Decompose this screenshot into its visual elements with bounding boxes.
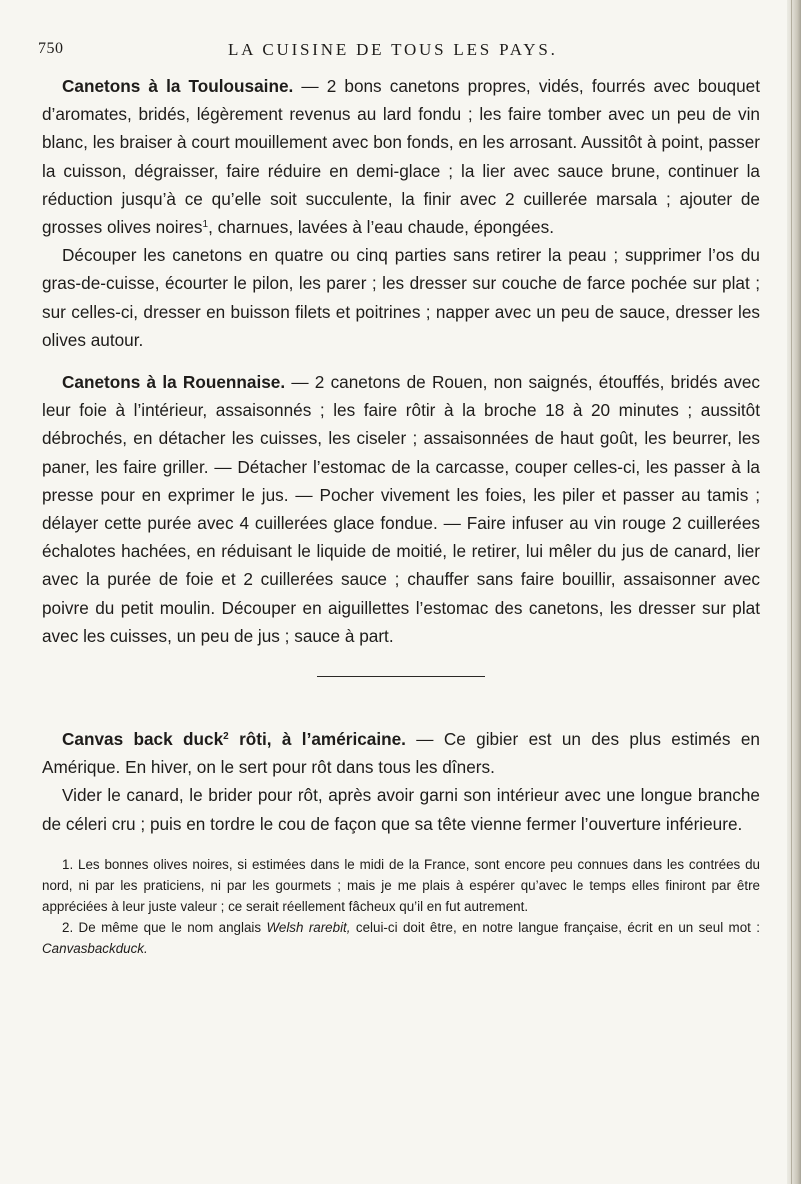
footnote-ref-2: 2 xyxy=(223,731,229,743)
footnote-ref-1: 1 xyxy=(202,219,209,231)
recipe-toulousaine-paragraph-2 xyxy=(42,241,760,354)
running-head-title: LA CUISINE DE TOUS LES PAYS. xyxy=(228,40,558,59)
section-separator-rule xyxy=(317,676,485,677)
page-body xyxy=(42,72,760,959)
recipe-toulousaine-paragraph-1 xyxy=(42,72,760,241)
recipe-spacer xyxy=(42,354,760,368)
footnote-2-number: 2. xyxy=(62,919,74,935)
recipe-canvasback-text-2: Vider le canard, le brider pour rôt, après avoir garni son intérieur avec une longue branche de céleri cru ; puis en tordre le cou de façon que sa tête vienne fermer l’ouverture inférieure. xyxy=(42,785,760,834)
footnote-2-text-middle: celui-ci doit être, en notre langue française, écrit en un seul mot : xyxy=(350,919,760,935)
recipe-canvasback-text-1: — Ce gibier est un des plus estimés en Amérique. En hiver, on le sert pour rôt dans tous les dîners. xyxy=(42,729,760,778)
running-head xyxy=(0,40,801,64)
recipe-toulousaine-text-3: Découper les canetons en quatre ou cinq parties sans retirer la peau ; supprimer l’os du gras-de-cuisse, écourter le pilon, les parer ; les dresser sur couche de farce pochée sur plat ; sur celles-ci, dresser en buisson filets et poitrines ; napper avec un peu de sauce, dresser les olives autour. xyxy=(42,245,760,350)
recipe-title-canvasback-rest: rôti, à l’américaine. xyxy=(228,729,406,750)
recipe-title-rouennaise: Canetons à la Rouennaise. xyxy=(62,372,286,393)
recipe-canvasback-paragraph-1 xyxy=(42,725,760,781)
recipe-title-canvasback xyxy=(62,729,406,749)
recipe-toulousaine-text-2: , charnues, lavées à l’eau chaude, épongées. xyxy=(208,217,554,238)
footnote-1-number: 1. xyxy=(62,856,74,872)
recipe-rouennaise-paragraph-1 xyxy=(42,368,760,650)
footnote-1-text: Les bonnes olives noires, si estimées dans le midi de la France, sont encore peu connues dans les contrées du nord, ni par les praticiens, ni par les gourmets ; mais je me plais à espérer qu’avec le temps elles finiront par être appréciées à leur juste valeur ; ce serait réellement fâcheux qu’il en fut autrement. xyxy=(42,856,760,914)
recipe-rouennaise-text-1: — 2 canetons de Rouen, non saignés, étouffés, bridés avec leur foie à l’intérieur, assaisonnés ; les faire rôtir à la broche 18 à 20 minutes ; aussitôt débrochés, en détacher les cuisses, les ciseler ; assaisonnées de haut goût, les beurrer, les paner, les faire griller. — Détacher l’estomac de la carcasse, couper celles-ci, les passer à la presse pour en exprimer le jus. — Pocher vivement les foies, les piler et passer au tamis ; délayer cette purée avec 4 cuillerées glace fondue. — Faire infuser au vin rouge 2 cuillerées échalotes hachées, en réduisant le liquide de moitié, le retirer, lui mêler du jus de canard, lier avec la purée de foie et 2 cuillerées sauce ; chauffer sans faire bouillir, assaisonner avec poivre du petit moulin. Découper en aiguillettes l’estomac des canetons, les dresser sur plat avec les cuisses, un peu de jus ; sauce à part. xyxy=(42,372,760,646)
footnote-2-italic-welsh-rarebit: Welsh rarebit, xyxy=(266,919,351,935)
recipe-title-canvasback-main: Canvas back duck xyxy=(62,729,224,750)
page-number: 750 xyxy=(38,40,64,57)
footnote-2-text-before: De même que le nom anglais xyxy=(73,919,267,935)
recipe-canvasback-paragraph-2 xyxy=(42,781,760,837)
page-edge-line xyxy=(791,0,792,1184)
page-edge-shadow xyxy=(787,0,801,1184)
recipe-toulousaine-text-1: — 2 bons canetons propres, vidés, fourrés avec bouquet d’aromates, bridés, légèrement revenus au lard fondu ; les faire tomber avec un peu de vin blanc, les braiser à court mouillement avec bon fonds, en les arrosant. Aussitôt à point, passer la cuisson, dégraisser, faire réduire en demi-glace ; la lier avec sauce brune, continuer la réduction jusqu’à ce qu’elle soit succulente, la finir avec 2 cuillerée marsala ; ajouter de grosses olives noires xyxy=(42,76,760,238)
recipe-title-toulousaine: Canetons à la Toulousaine. xyxy=(62,76,294,96)
footnote-1 xyxy=(42,854,760,917)
footnote-2-italic-canvasbackduck: Canvasbackduck. xyxy=(42,940,148,956)
footnote-2 xyxy=(42,917,760,959)
footnotes xyxy=(42,854,760,959)
